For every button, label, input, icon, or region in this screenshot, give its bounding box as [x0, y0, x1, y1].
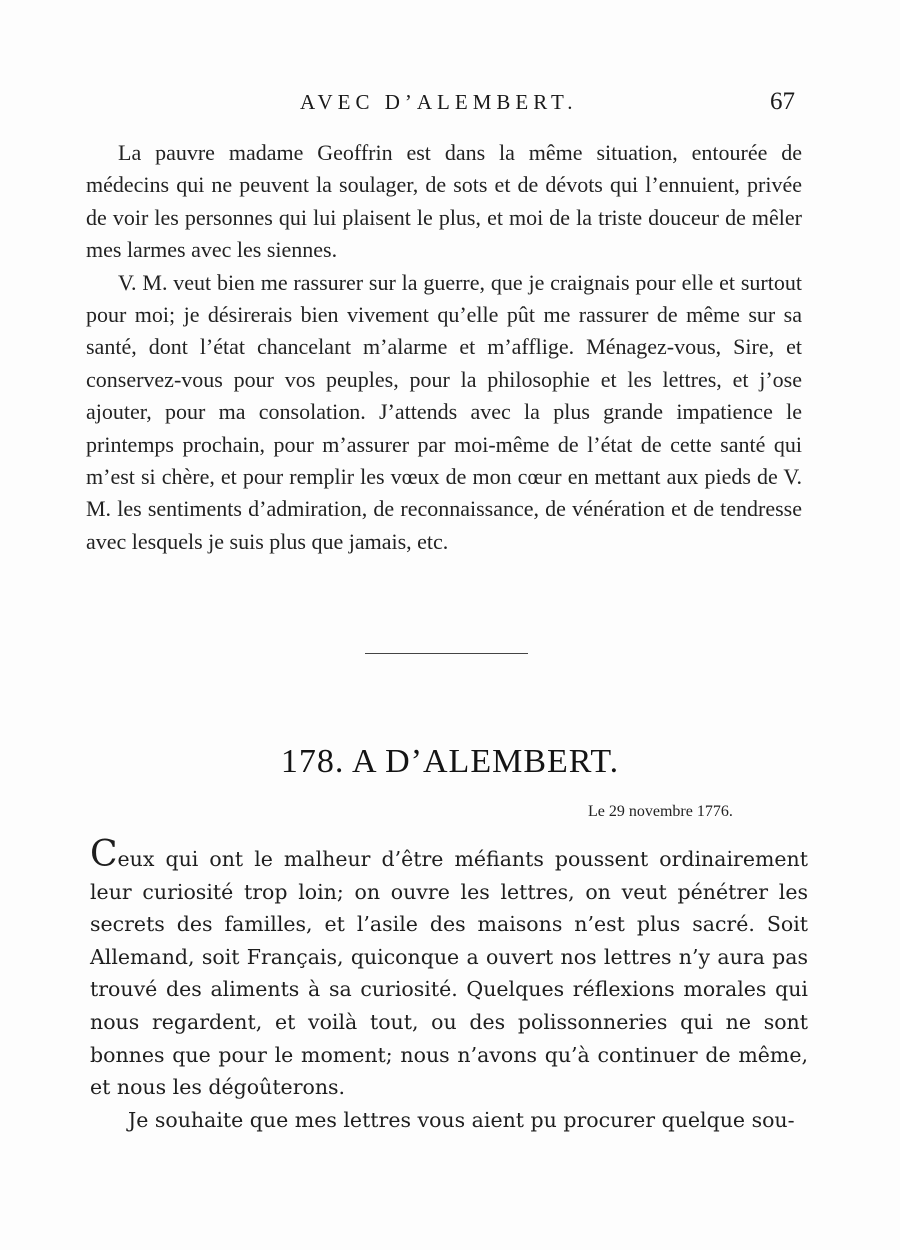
page-number: 67	[770, 88, 795, 115]
letter-date: Le 29 novembre 1776.	[588, 803, 733, 820]
running-title: AVEC D’ALEMBERT.	[300, 90, 578, 114]
letter-heading: 178. A D’ALEMBERT.	[280, 743, 620, 780]
initial-letter: C	[90, 834, 118, 875]
paragraph: La pauvre madame Geoffrin est dans la même situation, entourée de médecins qui ne peuvent la soulager, de sots et de dévots qui l’ennuient, privée de voir les personnes qui lui plaisent le plus, et moi de la triste douceur de mêler mes larmes avec les siennes.	[86, 140, 802, 263]
letter-body	[90, 834, 808, 1136]
previous-letter-text	[86, 137, 802, 558]
paragraph: V. M. veut bien me rassurer sur la guerre, que je craignais pour elle et surtout pour moi; je désirerais bien vivement qu’elle pût me rassurer de même sur sa santé, dont l’état chancelant m’alarme et m’afflige. Ménagez-vous, Sire, et conservez-vous pour vos peuples, pour la philosophie et les lettres, et j’ose ajouter, pour ma consolation. J’attends avec la plus grande impatience le printemps prochain, pour m’assurer par moi-même de l’état de cette santé qui m’est si chère, et pour remplir les vœux de mon cœur en mettant aux pieds de V. M. les sentiments d’admiration, de reconnaissance, de vénération et de tendresse avec lesquels je suis plus que jamais, etc.	[86, 269, 802, 554]
section-divider	[365, 653, 528, 654]
paragraph: Je souhaite que mes lettres vous aient pu procurer quelque sou-	[128, 1107, 795, 1132]
paragraph	[90, 834, 808, 1104]
paragraph-text: eux qui ont le malheur d’être méfiants poussent ordinairement leur curiosité trop loin; on ouvre les lettres, on veut pénétrer les secrets des familles, et l’asile des maisons n’est plus sacré. Soit Allemand, soit Français, quiconque a ouvert nos lettres n’y aura pas trouvé des aliments à sa curiosité. Quelques réflexions morales qui nous regardent, et voilà tout, ou des polissonneries qui ne sont bonnes que pour le moment; nous n’avons qu’à continuer de même, et nous les dégoûterons.	[90, 847, 808, 1100]
running-head	[0, 90, 900, 120]
